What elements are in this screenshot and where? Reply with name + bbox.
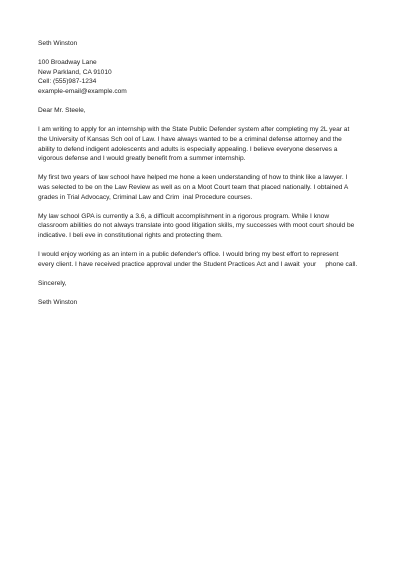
paragraph-4	[38, 250, 368, 269]
address-email: example-email@example.com	[38, 87, 127, 95]
signature-name: Seth Winston	[38, 299, 78, 307]
paragraph-line: the University of Kansas Sch ool of Law. I have always wanted to be a criminal defense attorney and the	[38, 135, 342, 143]
paragraph-line: classroom abilities do not always translate into good litigation skills, my successes with moot court should be	[38, 222, 355, 230]
paragraph-line: ability to defend indigent adolescents and adults is especially appealing. I believe everyone deserves a	[38, 145, 338, 153]
salutation: Dear Mr. Steele,	[38, 107, 86, 115]
address-street: 100 Broadway Lane	[38, 59, 97, 67]
sender-address	[38, 58, 368, 96]
paragraph-line: was selected to be on the Law Review as well as on a Moot Court team that placed nationally. I obtained A	[38, 183, 349, 191]
address-city: New Parkland, CA 91010	[38, 68, 112, 76]
paragraph-2	[38, 173, 368, 202]
paragraph-line: vigorous defense and I would greatly benefit from a summer internship.	[38, 155, 246, 163]
paragraph-line: indicative. I beli eve in constitutional rights and protecting them.	[38, 231, 223, 239]
paragraph-line: grades in Trial Advocacy, Criminal Law and Crim inal Procedure courses.	[38, 193, 253, 201]
paragraph-line: I would enjoy working as an intern in a public defender's office. I would bring my best effort to represent	[38, 251, 339, 259]
paragraph-line: I am writing to apply for an internship with the State Public Defender system after completing my 2L year at	[38, 126, 350, 134]
paragraph-line: My first two years of law school have helped me hone a keen understanding of how to think like a lawyer. I	[38, 174, 348, 182]
paragraph-1	[38, 125, 368, 163]
closing: Sincerely,	[38, 279, 67, 287]
address-phone: Cell: (555)987-1234	[38, 78, 97, 86]
paragraph-line: My law school GPA is currently a 3.6, a difficult accomplishment in a rigorous program. While I know	[38, 212, 330, 220]
sender-name: Seth Winston	[38, 40, 78, 47]
paragraph-3	[38, 212, 368, 241]
cover-letter	[38, 39, 368, 308]
paragraph-line: every client. I have received practice approval under the Student Practices Act and I await your phone call.	[38, 260, 358, 268]
